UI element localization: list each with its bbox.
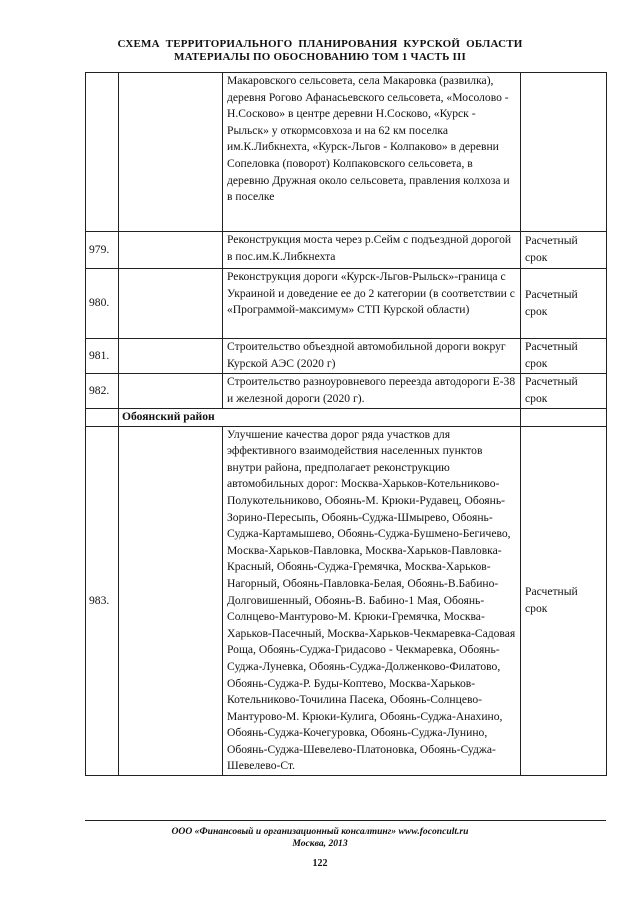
row-district xyxy=(119,426,223,775)
row-term: Расчетный срок xyxy=(521,426,607,775)
measures-table xyxy=(85,72,607,776)
district-name: Обоянский район xyxy=(119,409,521,427)
row-description: Реконструкция моста через р.Сейм с подъездной дорогой в пос.им.К.Либкнехта xyxy=(223,232,521,269)
row-term: Расчетный срок xyxy=(521,339,607,374)
table-row xyxy=(86,269,607,339)
row-district xyxy=(119,269,223,339)
table-row xyxy=(86,426,607,775)
page-footer xyxy=(0,826,640,849)
footer-divider xyxy=(85,820,606,821)
row-description: Строительство разноуровневого переезда автодороги Е-38 и железной дороги (2020 г). xyxy=(223,374,521,409)
row-term xyxy=(521,409,607,427)
page-number: 122 xyxy=(312,858,328,869)
row-number xyxy=(86,73,119,232)
row-number: 983. xyxy=(86,426,119,775)
row-number: 982. xyxy=(86,374,119,409)
row-term xyxy=(521,73,607,232)
row-description: Реконструкция дороги «Курск-Льгов-Рыльск»-граница с Украиной и доведение ее до 2 категории (в соответствии с «Программой-максимум» СТП Курской области) xyxy=(223,269,521,339)
page-header xyxy=(0,38,640,64)
row-district xyxy=(119,232,223,269)
header-title: СХЕМА ТЕРРИТОРИАЛЬНОГО ПЛАНИРОВАНИЯ КУРСКОЙ ОБЛАСТИ xyxy=(117,38,523,50)
row-district xyxy=(119,374,223,409)
row-number: 979. xyxy=(86,232,119,269)
row-description: Улучшение качества дорог ряда участков для эффективного взаимодействия населенных пунктов внутри района, предполагает реконструкцию автомобильных дорог: Москва-Харьков-Котельниково-Полукотельниково, Обоянь-М. Крюки-Рудавец, Обоянь-Зорино-Пересыпь, Обоянь-Суджа-Шмырево, Обоянь-Суджа-Картамышево, Обоянь-Суджа-Бушмено-Бегичево, Москва-Харьков-Павловка, Москва-Харьков-Павловка-Красный, Обоянь-Суджа-Гремячка, Москва-Харьков-Нагорный, Обоянь-Павловка-Белая, Обоянь-В.Бабино-Долговишенный, Обоянь-В. Бабино-1 Мая, Обоянь-Солнцево-Мантурово-М. Крюки-Гремячка, Москва-Харьков-Пасечный, Москва-Харьков-Чекмаревка-Садовая Роща, Обоянь-Суджа-Гридасово - Чекмаревка, Обоянь-Суджа-Луневка, Обоянь-Суджа-Долженково-Филатово, Обоянь-Суджа-Р. Буды-Коптево, Москва-Харьков-Котельниково-Точилина Пасека, Обоянь-Солнцево-Мантурово-М. Крюки-Кулига, Обоянь-Суджа-Анахино, Обоянь-Суджа-Кочегуровка, Обоянь-Суджа-Лунино, Обоянь-Суджа-Шевелево-Платоновка, Обоянь-Суджа-Шевелево-Ст. xyxy=(223,426,521,775)
row-term: Расчетный срок xyxy=(521,374,607,409)
footer-city-year: Москва, 2013 xyxy=(292,837,348,849)
row-description: Строительство объездной автомобильной дороги вокруг Курской АЭС (2020 г) xyxy=(223,339,521,374)
row-number xyxy=(86,409,119,427)
district-row xyxy=(86,409,607,427)
table-row xyxy=(86,374,607,409)
row-district xyxy=(119,339,223,374)
table-row xyxy=(86,232,607,269)
row-number: 980. xyxy=(86,269,119,339)
row-term: Расчетный срок xyxy=(521,232,607,269)
table-row xyxy=(86,73,607,232)
row-district xyxy=(119,73,223,232)
row-term: Расчетный срок xyxy=(521,269,607,339)
row-description: Макаровского сельсовета, села Макаровка (развилка), деревня Рогово Афанасьевского сельсовета, «Мосолово - Н.Сосково» в центре деревни Н.Сосково, «Курск - Рыльск» у откормсовхоза и на 62 км поселка им.К.Либкнехта, «Курск-Льгов - Колпаково» в деревни Сопеловка (поворот) Колпаковского сельсовета, в деревню Дружная около сельсовета, правления колхоза и в поселке xyxy=(223,73,521,232)
table-row xyxy=(86,339,607,374)
footer-company: ООО «Финансовый и организационный консалтинг» www.foconcult.ru xyxy=(171,826,469,837)
row-number: 981. xyxy=(86,339,119,374)
header-subtitle: МАТЕРИАЛЫ ПО ОБОСНОВАНИЮ ТОМ 1 ЧАСТЬ III xyxy=(174,51,466,63)
